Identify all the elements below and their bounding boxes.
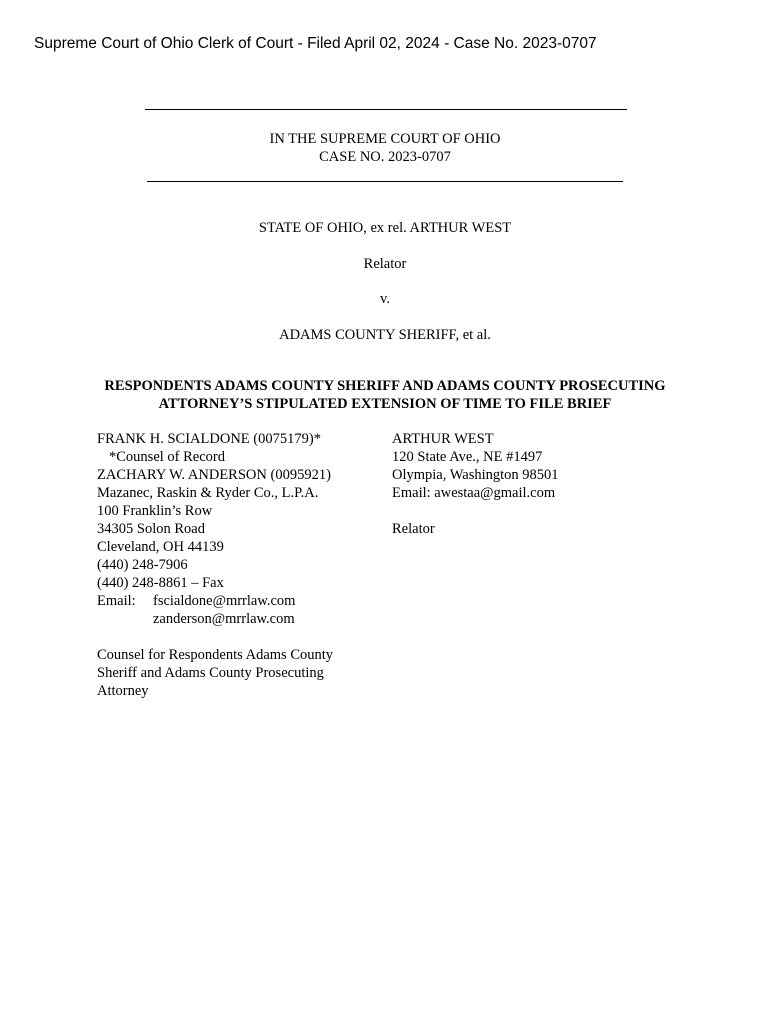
address-line-1: 100 Franklin’s Row <box>97 503 213 519</box>
document-title-line1: RESPONDENTS ADAMS COUNTY SHERIFF AND ADAMS COUNTY PROSECUTING <box>104 378 666 394</box>
spacer <box>97 628 333 646</box>
address-line-2: 34305 Solon Road <box>97 521 205 537</box>
email-2[interactable]: zanderson@mrrlaw.com <box>153 611 295 627</box>
email-line-1 <box>97 592 333 610</box>
respondent-caption: ADAMS COUNTY SHERIFF, et al. <box>279 327 491 343</box>
relator-role: Relator <box>363 256 407 272</box>
counsel-role-line-1: Counsel for Respondents Adams County <box>97 647 334 663</box>
left-counsel-block <box>97 430 333 700</box>
relator-caption: STATE OF OHIO, ex rel. ARTHUR WEST <box>258 220 512 236</box>
phone: (440) 248-7906 <box>97 557 188 573</box>
spacer <box>392 502 559 520</box>
document-title-line2: ATTORNEY’S STIPULATED EXTENSION OF TIME TO FILE BRIEF <box>158 396 612 412</box>
counsel-of-record-note: *Counsel of Record <box>109 449 225 465</box>
relator-address: 120 State Ave., NE #1497 <box>392 449 543 465</box>
relator-email[interactable]: Email: awestaa@gmail.com <box>392 485 556 501</box>
attorney-2: ZACHARY W. ANDERSON (0095921) <box>97 467 331 483</box>
court-name: IN THE SUPREME COURT OF OHIO <box>269 131 501 147</box>
relator-name: ARTHUR WEST <box>392 431 494 447</box>
email-1[interactable]: fscialdone@mrrlaw.com <box>153 593 296 609</box>
relator-role-label: Relator <box>392 521 435 537</box>
counsel-role-line-2: Sheriff and Adams County Prosecuting <box>97 665 324 681</box>
law-firm: Mazanec, Raskin & Ryder Co., L.P.A. <box>97 485 319 501</box>
city-state-zip: Cleveland, OH 44139 <box>97 539 224 555</box>
counsel-role-line-3: Attorney <box>97 683 149 699</box>
fax: (440) 248-8861 – Fax <box>97 575 224 591</box>
attorney-1: FRANK H. SCIALDONE (0075179)* <box>97 431 321 447</box>
filing-stamp: Supreme Court of Ohio Clerk of Court - Filed April 02, 2024 - Case No. 2023-0707 <box>34 35 597 52</box>
email-label: Email: <box>97 593 136 609</box>
right-party-block <box>392 430 559 538</box>
case-number: CASE NO. 2023-0707 <box>319 149 451 165</box>
bottom-rule <box>147 181 623 182</box>
top-rule <box>145 109 627 110</box>
versus: v. <box>380 291 390 307</box>
relator-city: Olympia, Washington 98501 <box>392 467 559 483</box>
